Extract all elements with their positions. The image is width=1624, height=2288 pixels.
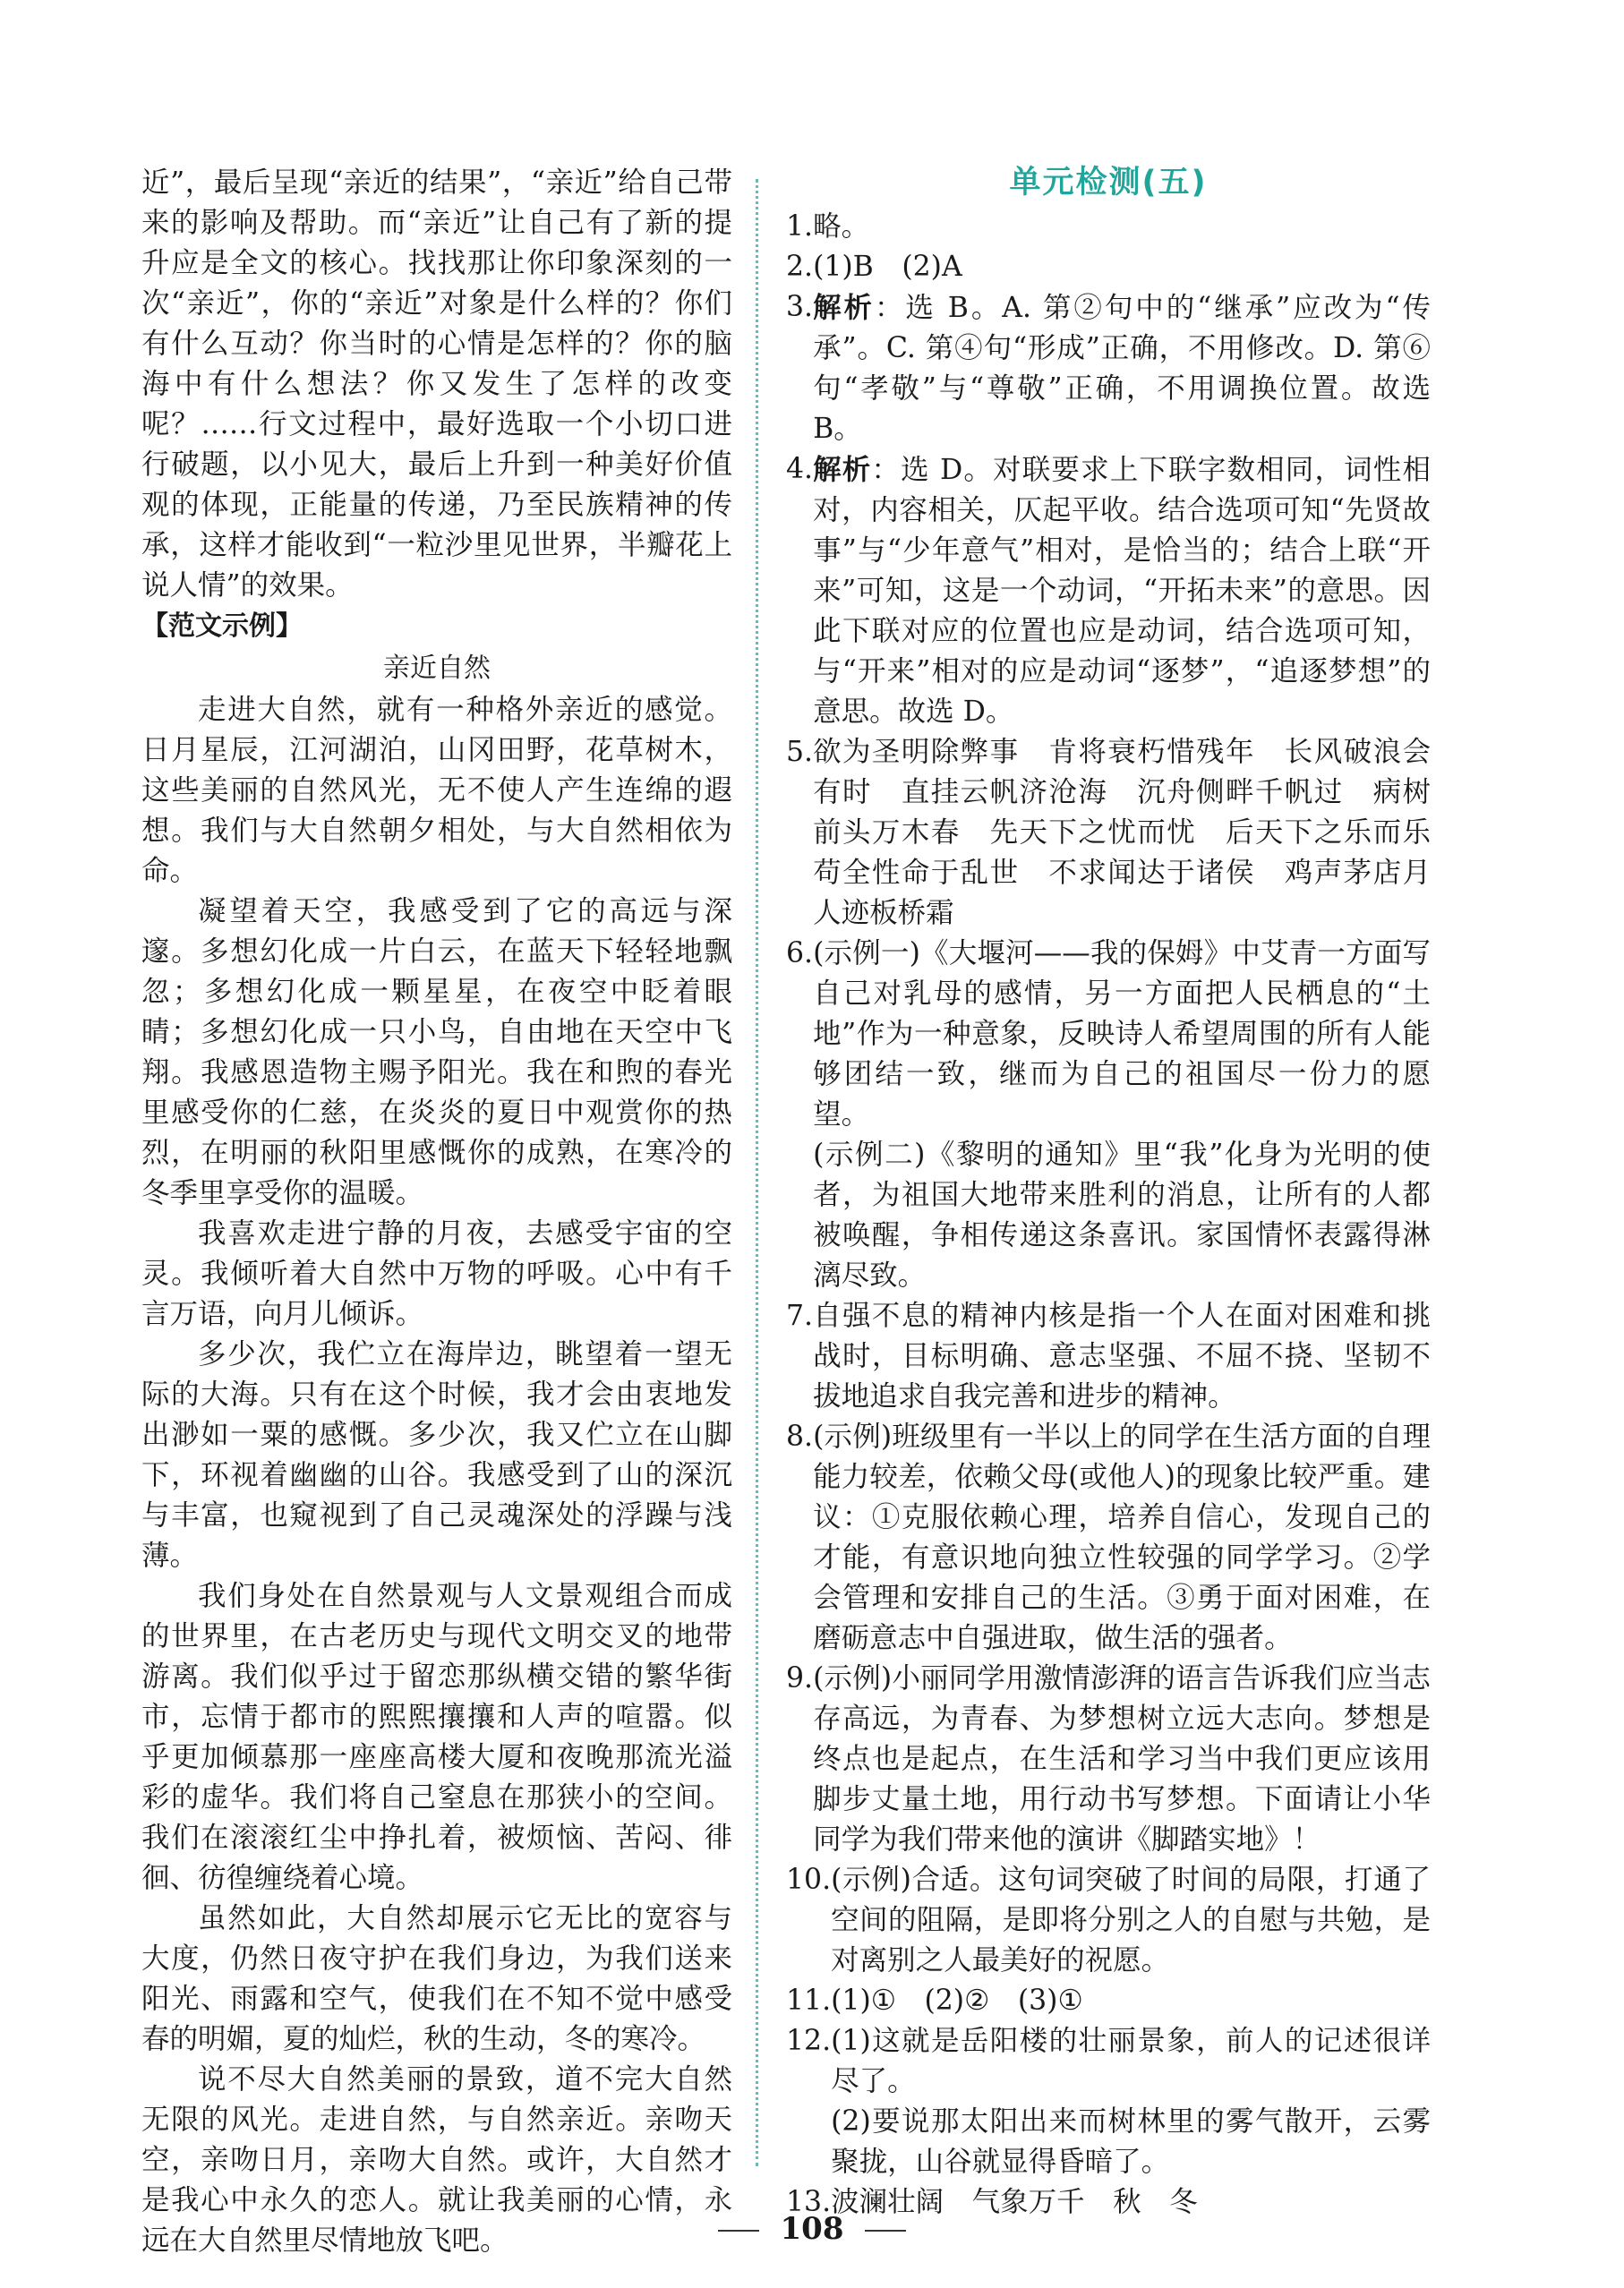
answer-number: 10. (786, 1864, 832, 1896)
answer-body (813, 449, 1431, 732)
essay-paragraph: 我喜欢走进宁静的月夜，去感受宇宙的空灵。我倾听着大自然中万物的呼吸。心中有千言万语，向月儿倾诉。 (141, 1217, 732, 1330)
answer-text: (1)B (2)A (813, 251, 962, 283)
answer-item (786, 1860, 1431, 1981)
answer-text: 自强不息的精神内核是指一个人在面对困难和挑战时，目标明确、意志坚强、不屈不挠、坚韧不拔地追求自我完善和进步的精神。 (813, 1300, 1431, 1413)
answer-item (786, 1417, 1431, 1659)
answer-text: (2)要说那太阳出来而树林里的雾气散开，云雾聚拢，山谷就显得昏暗了。 (831, 2105, 1431, 2178)
answer-text: (1)这就是岳阳楼的壮丽景象，前人的记述很详尽了。 (831, 2025, 1431, 2097)
left-column (141, 163, 732, 2261)
answer-number: 3. (786, 291, 814, 323)
answer-text: ：选 D。对联要求上下联字数相同，词性相对，内容相关，仄起平收。结合选项可知“先贤故事”与“少年意气”相对，是恰当的；结合上联“开来”可知，这是一个动词，“开拓未来”的意思。因此下联对应的位置也应是动词，结合选项可知，与“开来”相对的应是动词“逐梦”，“追逐梦想”的意思。故选 D。 (813, 454, 1431, 728)
answer-text: 欲为圣明除弊事 肯将衰朽惜残年 长风破浪会有时 直挂云帆济沧海 沉舟侧畔千帆过 病树前头万木春 先天下之忧而忧 后天下之乐而乐 苟全性命于乱世 不求闻达于诸侯 鸡声茅店月 人迹板桥霜 (813, 736, 1459, 929)
answer-text: ：选 B。A. 第②句中的“继承”应改为“传承”。C. 第④句“形成”正确，不用修改。D. 第⑥句“孝敬”与“尊敬”正确，不用调换位置。故选 B。 (813, 292, 1431, 445)
answer-text: (示例)小丽同学用激情澎湃的语言告诉我们应当志存高远，为青春、为梦想树立远大志向。梦想是终点也是起点，在生活和学习当中我们更应该用脚步丈量土地，用行动书写梦想。下面请让小华同学为我们带来他的演讲《脚踏实地》！ (813, 1662, 1431, 1856)
essay-paragraph: 走进大自然，就有一种格外亲近的感觉。日月星辰，江河湖泊，山冈田野，花草树木，这些美丽的自然风光，无不使人产生连绵的遐想。我们与大自然朝夕相处，与大自然相依为命。 (141, 694, 732, 887)
page-number: 108 (780, 2211, 844, 2247)
answer-item (786, 2021, 1431, 2182)
answer-number: 12. (786, 2025, 832, 2057)
answer-text: 略。 (813, 210, 870, 243)
answer-body (831, 2021, 1431, 2182)
sample-essay-tag: 【范文示例】 (141, 610, 303, 642)
answer-text: (示例一)《大堰河——我的保姆》中艾青一方面写自己对乳母的感情，另一方面把人民栖息的“土地”作为一种意象，反映诗人希望周围的所有人能够团结一致，继而为自己的祖国尽一份力的愿望。 (813, 937, 1431, 1131)
answer-item (786, 247, 1431, 287)
answer-item (786, 207, 1431, 247)
column-divider (756, 179, 758, 2166)
answer-item (786, 934, 1431, 1296)
footer-rule-left (718, 2230, 759, 2232)
answer-number: 9. (786, 1662, 814, 1695)
essay-paragraph: 凝望着天空，我感受到了它的高远与深邃。多想幻化成一片白云，在蓝天下轻轻地飘忽；多想幻化成一颗星星，在夜空中眨着眼睛；多想幻化成一只小鸟，自由地在天空中飞翔。我感恩造物主赐予阳光。我在和煦的春光里感受你的仁慈，在炎炎的夏日中观赏你的热烈，在明丽的秋阳里感慨你的成熟，在寒冷的冬季里享受你的温暖。 (141, 895, 732, 1209)
essay-guidance: 近”，最后呈现“亲近的结果”，“亲近”给自己带来的影响及帮助。而“亲近”让自己有了新的提升应是全文的核心。找找那让你印象深刻的一次“亲近”，你的“亲近”对象是什么样的？你们有什么互动？你当时的心情是怎样的？你的脑海中有什么想法？你又发生了怎样的改变呢？……行文过程中，最好选取一个小切口进行破题，以小见大，最后上升到一种美好价值观的体现，正能量的传递，乃至民族精神的传承，这样才能收到“一粒沙里见世界，半瓣花上说人情”的效果。 (141, 166, 732, 602)
section-title: 单元检测(五) (1009, 165, 1208, 201)
answer-text: (示例二)《黎明的通知》里“我”化身为光明的使者，为祖国大地带来胜利的消息，让所有的人都被唤醒，争相传递这条喜讯。家国情怀表露得淋漓尽致。 (813, 1139, 1431, 1292)
answer-number: 8. (786, 1421, 814, 1453)
answer-number: 7. (786, 1300, 814, 1332)
answer-number: 11. (786, 1985, 832, 2017)
answer-text: 波澜壮阔 气象万千 秋 冬 (831, 2186, 1198, 2218)
essay-paragraph: 说不尽大自然美丽的景致，道不完大自然无限的风光。走进自然，与自然亲近。亲吻天空，亲吻日月，亲吻大自然。或许，大自然才是我心中永久的恋人。就让我美丽的心情，永远在大自然里尽情地放飞吧。 (141, 2063, 732, 2257)
answer-item (786, 1296, 1431, 1417)
answer-number: 13. (786, 2186, 832, 2218)
answer-body (813, 934, 1431, 1296)
essay-paragraph: 我们身处在自然景观与人文景观组合而成的世界里，在古老历史与现代文明交叉的地带游离。我们似乎过于留恋那纵横交错的繁华街市，忘情于都市的熙熙攘攘和人声的喧嚣。似乎更加倾慕那一座座高楼大厦和夜晚那流光溢彩的虚华。我们将自己窒息在那狭小的空间。我们在滚滚红尘中挣扎着，被烦恼、苦闷、徘徊、彷徨缠绕着心境。 (141, 1580, 732, 1894)
answer-body (813, 287, 1431, 449)
answer-number: 6. (786, 937, 814, 969)
answer-item (786, 449, 1431, 732)
answer-item (786, 732, 1459, 934)
answer-text: (示例)合适。这句词突破了时间的局限，打通了空间的阻隔，是即将分别之人的自慰与共勉，是对离别之人最美好的祝愿。 (831, 1864, 1431, 1976)
answer-number: 4. (786, 453, 814, 485)
footer-rule-right (865, 2230, 906, 2232)
answer-item (786, 1659, 1431, 1860)
answer-text: (1)① (2)② (3)① (831, 1985, 1083, 2017)
answer-number: 2. (786, 251, 814, 283)
essay-paragraph: 虽然如此，大自然却展示它无比的宽容与大度，仍然日夜守护在我们身边，为我们送来阳光、雨露和空气，使我们在不知不觉中感受春的明媚，夏的灿烂，秋的生动，冬的寒冷。 (141, 1902, 732, 2055)
right-column (786, 163, 1459, 2223)
answer-number: 5. (786, 736, 814, 768)
essay-title: 亲近自然 (383, 653, 491, 684)
answer-number: 1. (786, 210, 814, 243)
analysis-label: 解析 (813, 291, 875, 324)
answer-text: (示例)班级里有一半以上的同学在生活方面的自理能力较差，依赖父母(或他人)的现象比较严重。建议：①克服依赖心理，培养自信心，发现自己的才能，有意识地向独立性较强的同学学习。②学会管理和安排自己的生活。③勇于面对困难，在磨砺意志中自强进取，做生活的强者。 (813, 1421, 1431, 1654)
essay-paragraph: 多少次，我伫立在海岸边，眺望着一望无际的大海。只有在这个时候，我才会由衷地发出渺如一粟的感慨。多少次，我又伫立在山脚下，环视着幽幽的山谷。我感受到了山的深沉与丰富，也窥视到了自己灵魂深处的浮躁与浅薄。 (141, 1338, 732, 1572)
answer-item (786, 1981, 1431, 2021)
analysis-label: 解析 (813, 453, 872, 486)
answer-item (786, 287, 1431, 449)
page-footer (0, 2211, 1624, 2247)
